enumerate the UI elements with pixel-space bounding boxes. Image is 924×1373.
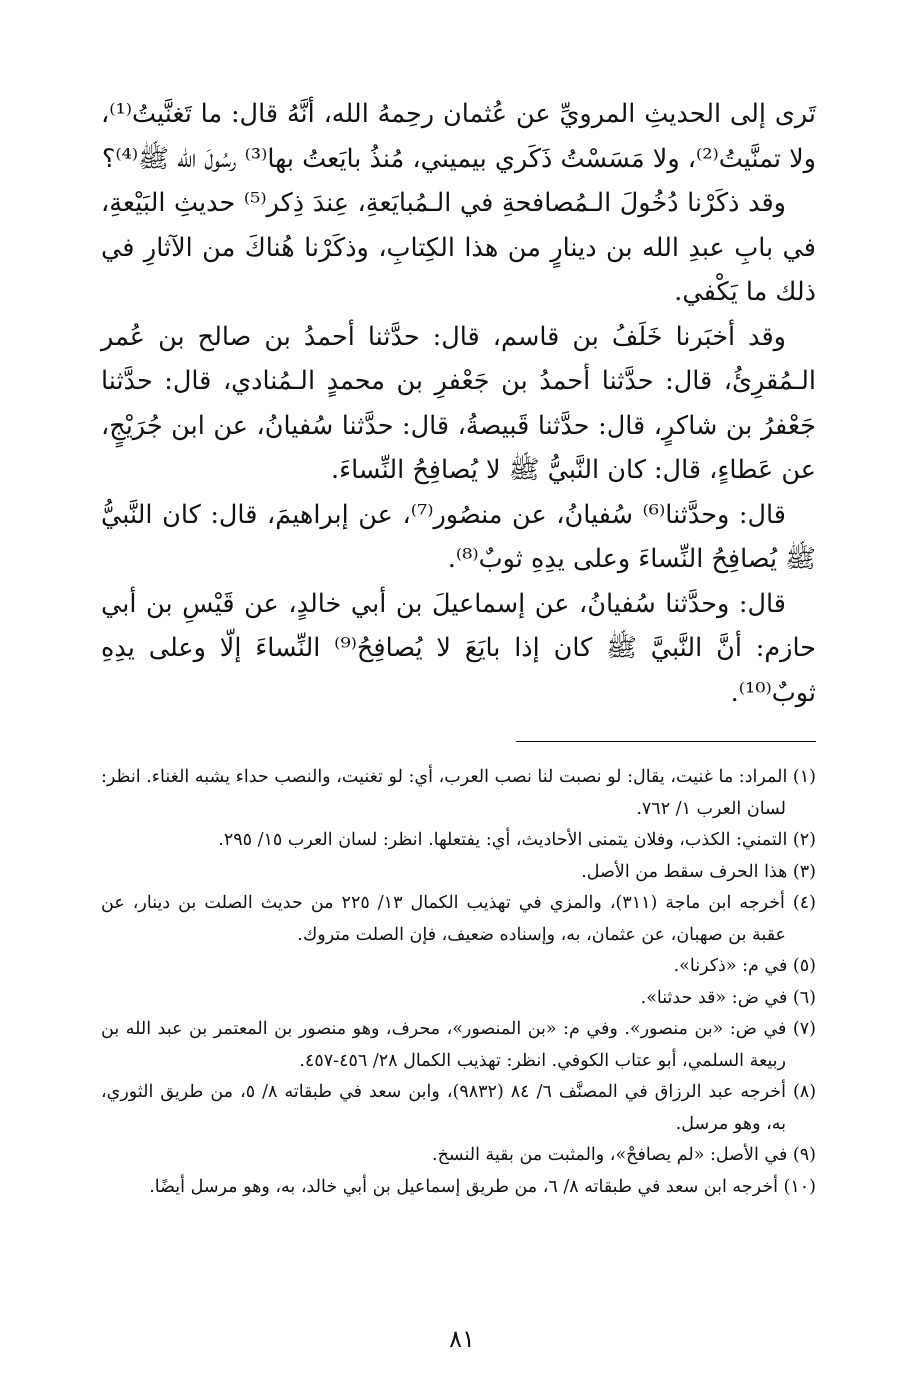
footnote-3: (٣) هذا الحرف سقط من الأصل. [581,861,816,882]
page-number: ٨١ [449,1325,475,1353]
main-text [101,92,816,715]
paragraph-5: قال: وحدَّثنا سُفيانُ، عن إسماعيلَ بن أبي خالدٍ، عن قَيْسِ بن أبي حازم: أنَّ النَّبيَّ ﷺ كان إذا بايَعَ لا يُصافِحُ⁽⁹⁾ النِّساءَ إلّا وعلى يدِهِ ثوبٌ⁽¹⁰⁾. [101,588,816,708]
footnote-8: (٨) أخرجه عبد الرزاق في المصنَّف ٦/ ٨٤ (٩٨٣٢)، وابن سعد في طبقاته ٨/ ٥، من طريق الثوري، به، وهو مرسل. [101,1082,817,1134]
paragraph-2: وقد ذكَرْنا دُخُولَ الـمُصافحةِ في الـمُبايَعةِ، عِندَ ذِكر⁽⁵⁾ حديثِ البَيْعةِ، في بابِ عبدِ الله بن دينارٍ من هذا الكِتابِ، وذكَرْنا هُناكَ من الآثارِ في ذلك ما يَكْفي. [101,188,816,307]
footnote-9: (٩) في الأصل: «لم يصافحْ»، والمثبت من بقية النسخ. [432,1145,816,1165]
footnote-1: (١) المراد: ما غنيت، يقال: لو نصبت لنا نصب العرب، أي: لو تغنيت، والنصب حداء يشبه الغناء. انظر: لسان العرب ١/ ٧٦٢. [101,767,816,819]
footnote-6: (٦) في ض: «قد حدثنا». [640,987,816,1008]
footnotes [101,762,816,1203]
footnote-divider [516,741,816,742]
footnote-10: (١٠) أخرجه ابن سعد في طبقاته ٨/ ٦، من طريق إسماعيل بن أبي خالد، به، وهو مرسل أيضًا. [149,1176,816,1197]
page-content [101,92,816,1203]
paragraph-1: تَرى إلى الحديثِ المرويِّ عن عُثمان رحِمهُ الله، أنَّهُ قال: ما تَغنَّيتُ⁽¹⁾، ولا تمنَّيتُ⁽²⁾، ولا مَسَسْتُ ذَكَري بيميني، مُنذُ بايَعتُ بها⁽³⁾ رسُولَ الله ﷺ⁽⁴⁾؟ [101,99,816,174]
footnote-5: (٥) في م: «ذكرنا». [673,956,816,976]
paragraph-3: وقد أخبَرنا خَلَفُ بن قاسم، قال: حدَّثنا أحمدُ بن صالح بن عُمر الـمُقرِئُ، قال: حدَّثنا أحمدُ بن جَعْفرِ بن محمدٍ الـمُنادي، قال: حدَّثنا جَعْفرُ بن شاكرٍ، قال: حدَّثنا قَبيصةُ، قال: حدَّثنا سُفيانُ، عن ابن جُرَيْجٍ، عن عَطاءٍ، قال: كان النَّبيُّ ﷺ لا يُصافِحُ النِّساءَ. [101,321,816,485]
footnote-4: (٤) أخرجه ابن ماجة (٣١١)، والمزي في تهذيب الكمال ١٣/ ٢٢٥ من حديث الصلت بن دينار، عن عقبة بن صهبان، عن عثمان، به، وإسناده ضعيف، فإن الصلت متروك. [101,893,816,945]
footnote-7: (٧) في ض: «بن منصور». وفي م: «بن المنصور»، محرف، وهو منصور بن المعتمر بن عبد الله بن ربيعة السلمي، أبو عتاب الكوفي. انظر: تهذيب الكمال ٢٨/ ٤٥٦-٤٥٧. [101,1019,816,1071]
paragraph-4: قال: وحدَّثنا⁽⁶⁾ سُفيانُ، عن منصُور⁽⁷⁾، عن إبراهيمَ، قال: كان النَّبيُّ ﷺ يُصافِحُ النِّساءَ وعلى يدِهِ ثوبٌ⁽⁸⁾. [101,499,816,574]
footnote-2: (٢) التمني: الكذب، وفلان يتمنى الأحاديث، أي: يفتعلها. انظر: لسان العرب ١٥/ ٢٩٥. [218,830,816,850]
